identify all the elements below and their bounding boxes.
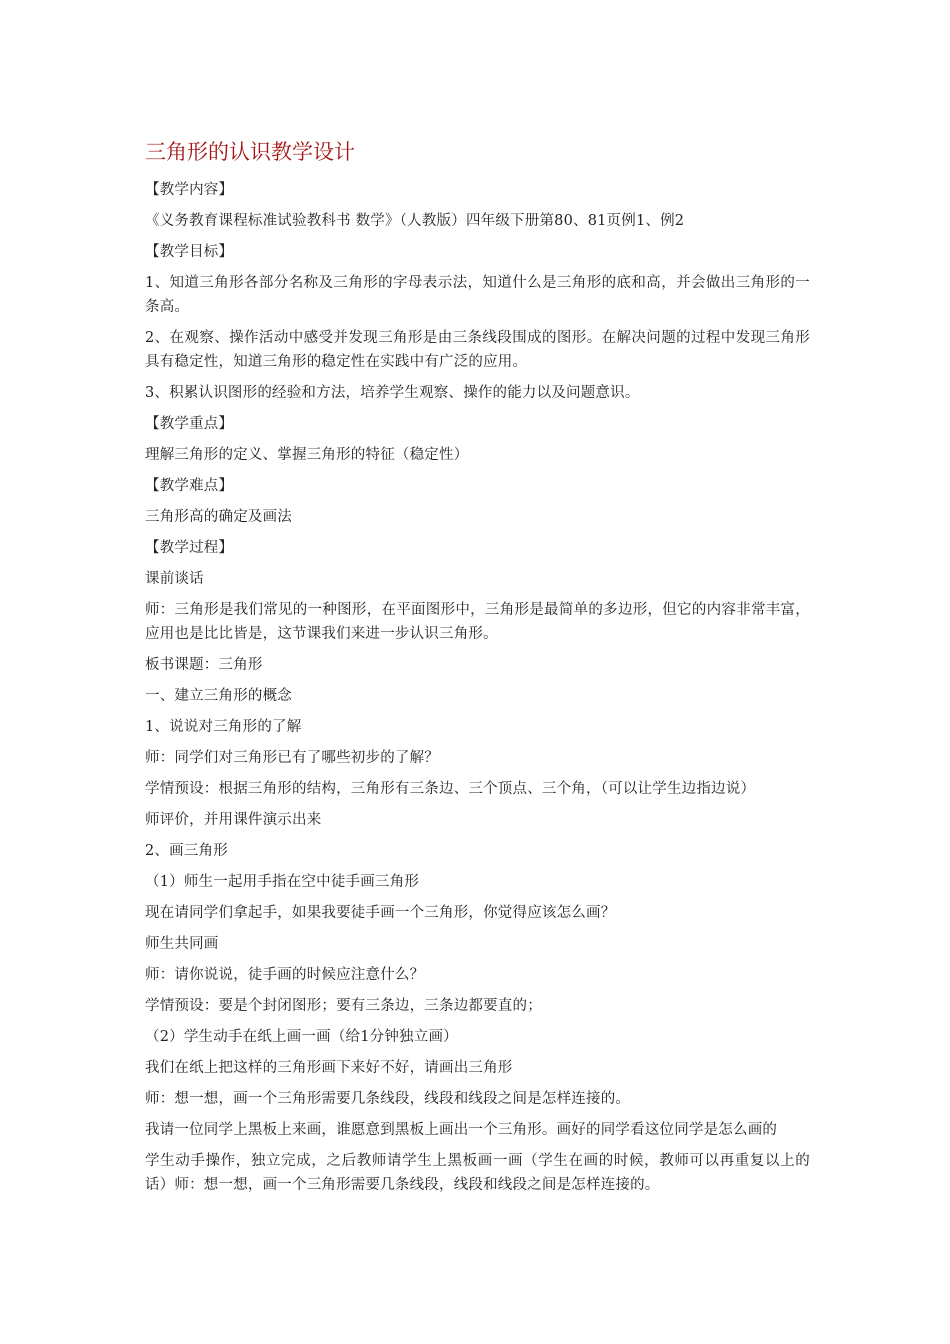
paragraph: 我请一位同学上黑板上来画，谁愿意到黑板上画出一个三角形。画好的同学看这位同学是怎么画的 [145,1122,778,1138]
paragraph: 2、画三角形 [145,843,228,859]
paragraph: 3、积累认识图形的经验和方法，培养学生观察、操作的能力以及问题意识。 [145,385,640,401]
paragraph: 2、在观察、操作活动中感受并发现三角形是由三条线段围成的图形。在解决问题的过程中发现三角形具有稳定性，知道三角形的稳定性在实践中有广泛的应用。 [145,330,810,370]
paragraph: 师：请你说说，徒手画的时候应注意什么？ [145,967,425,983]
paragraph: 师评价，并用课件演示出来 [145,812,322,828]
paragraph: （1）师生一起用手指在空中徒手画三角形 [145,874,420,890]
document-content [145,137,810,1204]
paragraph: 一、建立三角形的概念 [145,688,292,704]
paragraph: 学情预设：要是个封闭图形；要有三条边，三条边都要直的； [145,998,542,1014]
paragraph: 现在请同学们拿起手，如果我要徒手画一个三角形，你觉得应该怎么画？ [145,905,616,921]
section-heading-key-points: 【教学重点】 [145,416,234,432]
paragraph: （2）学生动手在纸上画一画（给1分钟独立画） [145,1029,458,1045]
paragraph: 课前谈话 [145,571,204,587]
paragraph: 板书课题：三角形 [145,657,263,673]
paragraph: 师：同学们对三角形已有了哪些初步的了解？ [145,750,439,766]
paragraph: 《义务教育课程标准试验教科书 数学》（人教版）四年级下册第80、81页例1、例2 [145,213,685,229]
paragraph: 1、说说对三角形的了解 [145,719,302,735]
paragraph: 师：想一想，画一个三角形需要几条线段，线段和线段之间是怎样连接的。 [145,1091,631,1107]
paragraph: 师生共同画 [145,936,219,952]
section-heading-process: 【教学过程】 [145,540,234,556]
section-heading-content: 【教学内容】 [145,182,234,198]
paragraph: 三角形高的确定及画法 [145,509,292,525]
paragraph: 学情预设：根据三角形的结构，三角形有三条边、三个顶点、三个角，（可以让学生边指边说） [145,781,756,797]
section-heading-difficulties: 【教学难点】 [145,478,234,494]
paragraph: 学生动手操作，独立完成，之后教师请学生上黑板画一画（学生在画的时候，教师可以再重复以上的话）师：想一想，画一个三角形需要几条线段，线段和线段之间是怎样连接的。 [145,1153,810,1193]
paragraph: 我们在纸上把这样的三角形画下来好不好，请画出三角形 [145,1060,513,1076]
paragraph: 1、知道三角形各部分名称及三角形的字母表示法，知道什么是三角形的底和高，并会做出三角形的一条高。 [145,275,810,315]
document-title: 三角形的认识教学设计 [145,140,355,164]
section-heading-objectives: 【教学目标】 [145,244,234,260]
paragraph: 理解三角形的定义、掌握三角形的特征（稳定性） [145,447,469,463]
paragraph: 师：三角形是我们常见的一种图形，在平面图形中，三角形是最简单的多边形，但它的内容非常丰富，应用也是比比皆是，这节课我们来进一步认识三角形。 [145,602,810,642]
